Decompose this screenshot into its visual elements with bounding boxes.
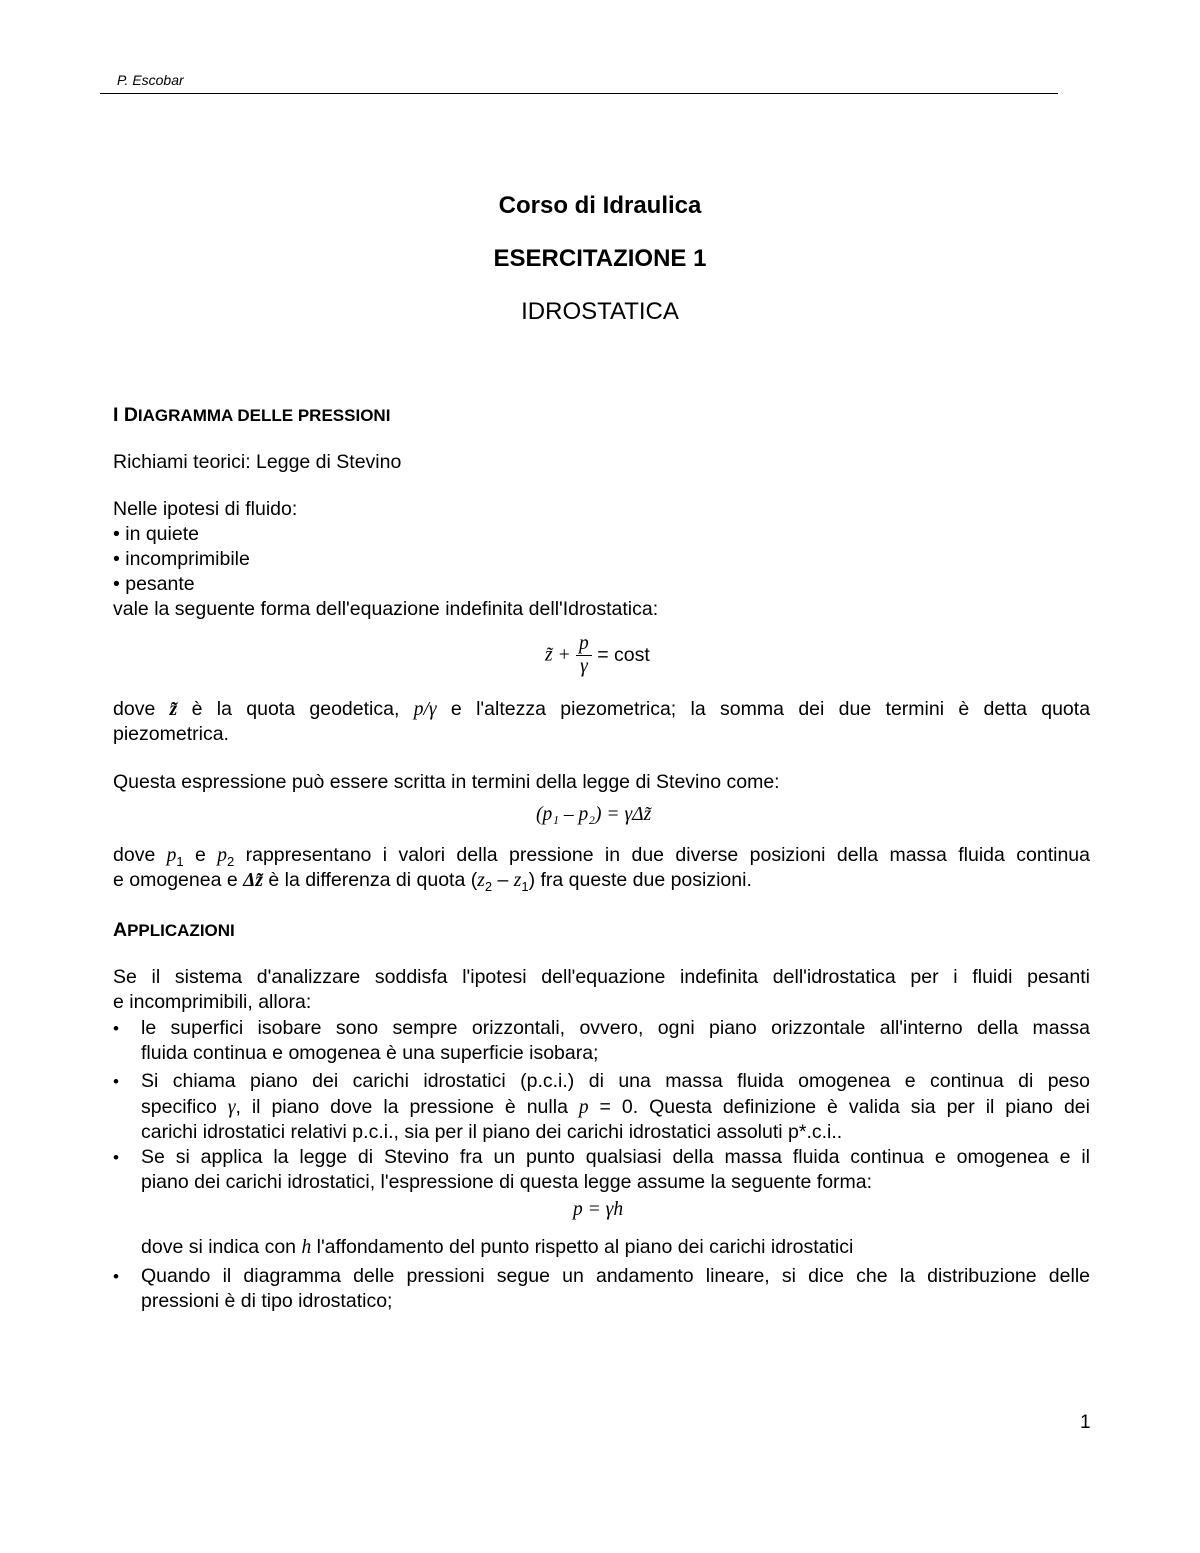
text-run: , il piano dove la pressione è nulla <box>235 1096 568 1118</box>
bullet3-line1: Se si applica la legge di Stevino fra un punto qualsiasi della massa fluida continua e omogenea e il <box>141 1146 1090 1168</box>
bullet4-line1: Quando il diagramma delle pressioni segue un andamento lineare, si dice che la distribuzione delle <box>141 1265 1090 1287</box>
bullet1-line2: fluida continua e omogenea è una superficie isobara; <box>141 1042 599 1064</box>
section2-intro-line1: Se il sistema d'analizzare soddisfa l'ipotesi dell'equazione indefinita dell'idrostatica per i fluidi pesanti <box>113 966 1090 988</box>
text-run: è la quota geodetica, <box>191 698 400 720</box>
text-run: e omogenea e <box>113 869 238 891</box>
list-item: • incomprimibile <box>113 548 250 570</box>
bullet4-line2: pressioni è di tipo idrostatico; <box>141 1290 393 1312</box>
p-over-gamma: p/γ <box>413 699 437 720</box>
bullet-mark: • <box>113 1019 119 1038</box>
list-item: • pesante <box>113 573 195 595</box>
z-symbol: z <box>477 870 485 891</box>
eq1-z: z̃ + <box>545 644 571 666</box>
course-title: Corso di Idraulica <box>498 192 702 219</box>
section1-heading-rest: IAGRAMMA DELLE PRESSIONI <box>137 406 391 425</box>
text-run: ) fra queste due posizioni. <box>528 869 752 891</box>
eq1-rhs: = cost <box>597 644 650 666</box>
subscript: 2 <box>484 878 493 894</box>
subscript: 1 <box>521 878 529 894</box>
exercise-title: ESERCITAZIONE 1 <box>493 245 707 272</box>
section1-subtitle: Richiami teorici: Legge di Stevino <box>113 451 402 473</box>
bullet3-line3 <box>141 1235 853 1260</box>
z-symbol: z̃ <box>169 699 178 720</box>
text-run: dove si indica con <box>141 1236 297 1258</box>
text-run: rappresentano i valori della pressione in due diverse posizioni della massa fluida continua <box>245 844 1090 866</box>
text-run: è la differenza di quota ( <box>268 869 478 891</box>
text-run: e l'altezza piezometrica; la somma dei due termini è detta quota <box>450 698 1091 720</box>
bullet3-line2: piano dei carichi idrostatici, l'espressione di questa legge assume la seguente forma: <box>141 1171 873 1193</box>
text-run: l'affondamento del punto rispetto al piano dei carichi idrostatici <box>316 1236 854 1258</box>
section1-heading <box>113 404 390 427</box>
section1-intro: Nelle ipotesi di fluido: <box>113 498 298 520</box>
list-item: • in quiete <box>113 523 199 545</box>
equation-piezometric <box>545 633 650 678</box>
section1-heading-initial: I D <box>113 404 138 426</box>
p-symbol: p <box>166 845 177 866</box>
subscript: 2 <box>227 853 235 869</box>
subscript: 1 <box>176 853 184 869</box>
text-run: dove <box>113 698 156 720</box>
section1-para1-line1 <box>113 697 1090 722</box>
text-run: – <box>492 869 514 891</box>
h-symbol: h <box>301 1237 312 1258</box>
gamma-symbol: γ <box>227 1097 236 1118</box>
equation-stevino: (p₁ – p₂) = γΔz̃ <box>536 804 652 825</box>
topic-title: IDROSTATICA <box>521 298 679 325</box>
bullet-mark: • <box>113 1267 119 1286</box>
eq1-denominator: γ <box>580 656 588 677</box>
eq1-fraction <box>576 633 592 678</box>
p-symbol: p <box>578 1097 589 1118</box>
text-run: specifico <box>141 1096 217 1118</box>
bullet1-line1: le superfici isobare sono sempre orizzontali, ovvero, ogni piano orizzontale all'interno della massa <box>141 1017 1090 1039</box>
text-run: dove <box>113 844 156 866</box>
p-symbol: p <box>217 845 228 866</box>
z-symbol: z <box>513 870 522 891</box>
bullet2-line1: Si chiama piano dei carichi idrostatici (p.c.i.) di una massa fluida omogenea e continua di peso <box>141 1070 1090 1092</box>
bullet-mark: • <box>113 1072 119 1091</box>
bullet2-line2 <box>141 1095 1090 1120</box>
bullet-mark: • <box>113 1148 119 1167</box>
eq1-numerator: p <box>576 633 592 656</box>
section1-para1-line2: piezometrica. <box>113 723 229 745</box>
equation-p-gamma-h: p = γh <box>573 1199 624 1220</box>
bullet2-line3: carichi idrostatici relativi p.c.i., sia per il piano dei carichi idrostatici assoluti p*.c.i.. <box>141 1121 843 1143</box>
section2-intro-line2: e incomprimibili, allora: <box>113 991 312 1013</box>
section2-heading-initial: A <box>113 919 128 941</box>
section1-para3-line2 <box>113 868 752 899</box>
text-run: e <box>195 844 206 866</box>
header-author: P. Escobar <box>117 72 184 88</box>
section2-heading <box>113 919 235 942</box>
delta-z-symbol: Δz̃ <box>243 870 263 891</box>
section2-heading-rest: PPLICAZIONI <box>127 921 235 940</box>
page-number: 1 <box>1080 1412 1091 1433</box>
header-rule <box>100 93 1058 94</box>
text-run: = 0. Questa definizione è valida sia per il piano dei <box>599 1096 1090 1118</box>
section1-lead: vale la seguente forma dell'equazione indefinita dell'Idrostatica: <box>113 598 659 620</box>
section1-para2: Questa espressione può essere scritta in termini della legge di Stevino come: <box>113 771 780 793</box>
